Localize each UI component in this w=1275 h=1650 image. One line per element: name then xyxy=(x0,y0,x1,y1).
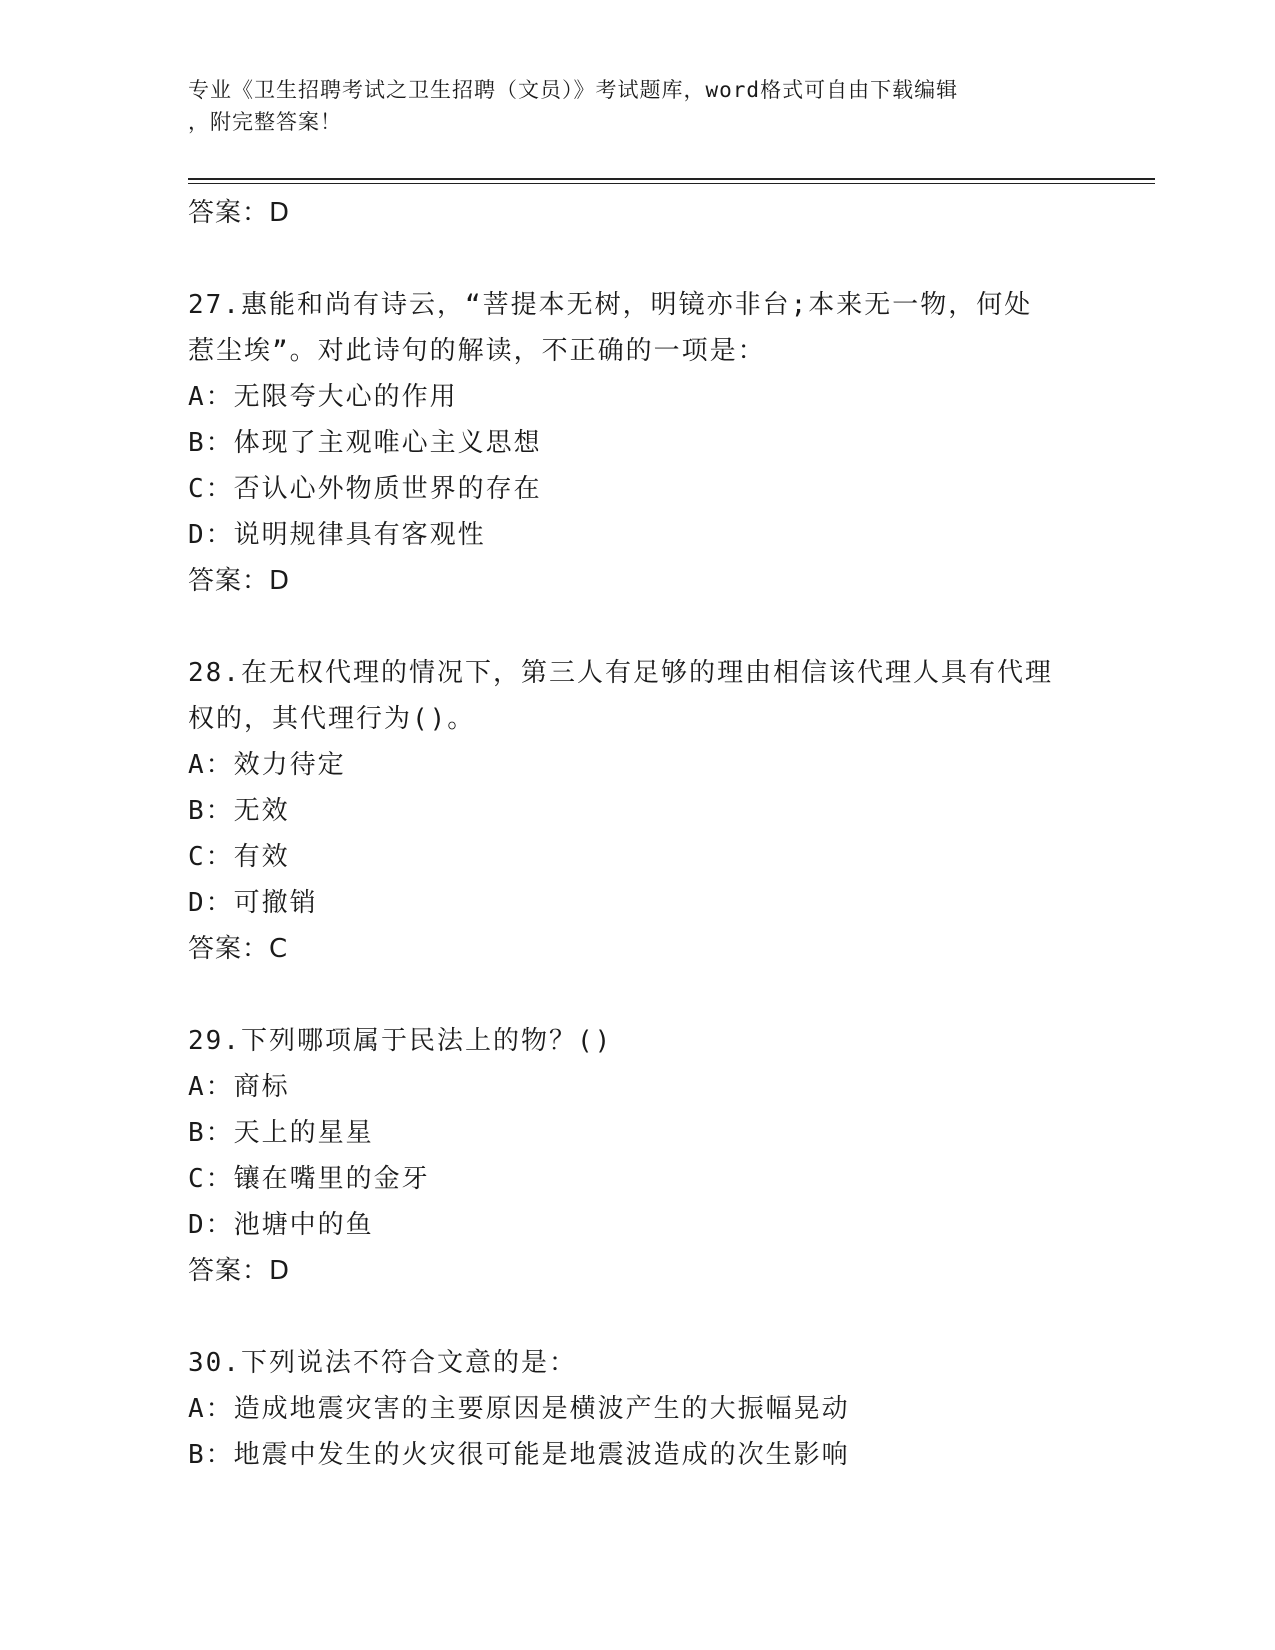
question-text: 27.惠能和尚有诗云，“菩提本无树，明镜亦非台;本来无一物，何处 xyxy=(188,290,1033,320)
document-header xyxy=(188,74,1078,138)
option-d: D：说明规律具有客观性 xyxy=(188,520,486,550)
option-a: A：无限夸大心的作用 xyxy=(188,382,458,412)
option-c: C：镶在嘴里的金牙 xyxy=(188,1164,430,1194)
option-a: A：效力待定 xyxy=(188,750,346,780)
option-b: B：体现了主观唯心主义思想 xyxy=(188,428,542,458)
question-text: 30.下列说法不符合文意的是： xyxy=(188,1348,577,1378)
question-29 xyxy=(188,1018,1088,1294)
question-text: 28.在无权代理的情况下，第三人有足够的理由相信该代理人具有代理 xyxy=(188,658,1053,688)
answer-line: 答案：D xyxy=(188,198,291,228)
option-d: D：池塘中的鱼 xyxy=(188,1210,374,1240)
option-c: C：有效 xyxy=(188,842,290,872)
answer-line: 答案：D xyxy=(188,566,291,596)
question-text: 惹尘埃”。对此诗句的解读，不正确的一项是： xyxy=(188,336,766,366)
question-30 xyxy=(188,1340,1088,1478)
header-rule-thin xyxy=(188,183,1155,184)
question-27 xyxy=(188,282,1088,604)
header-line-2: ，附完整答案！ xyxy=(188,110,342,134)
option-d: D：可撤销 xyxy=(188,888,318,918)
option-a: A：造成地震灾害的主要原因是横波产生的大振幅晃动 xyxy=(188,1394,850,1424)
answer-line: 答案：C xyxy=(188,934,289,964)
question-list xyxy=(188,190,1088,1478)
question-text: 权的，其代理行为()。 xyxy=(188,704,476,734)
answer-line: 答案：D xyxy=(188,1256,291,1286)
option-c: C：否认心外物质世界的存在 xyxy=(188,474,542,504)
header-rule-thick xyxy=(188,178,1155,180)
question-28 xyxy=(188,650,1088,972)
header-line-1: 专业《卫生招聘考试之卫生招聘（文员）》考试题库，word格式可自由下载编辑 xyxy=(188,78,959,102)
option-b: B：地震中发生的火灾很可能是地震波造成的次生影响 xyxy=(188,1440,850,1470)
question-text: 29.下列哪项属于民法上的物？() xyxy=(188,1026,613,1056)
option-b: B：天上的星星 xyxy=(188,1118,374,1148)
option-a: A：商标 xyxy=(188,1072,290,1102)
option-b: B：无效 xyxy=(188,796,290,826)
